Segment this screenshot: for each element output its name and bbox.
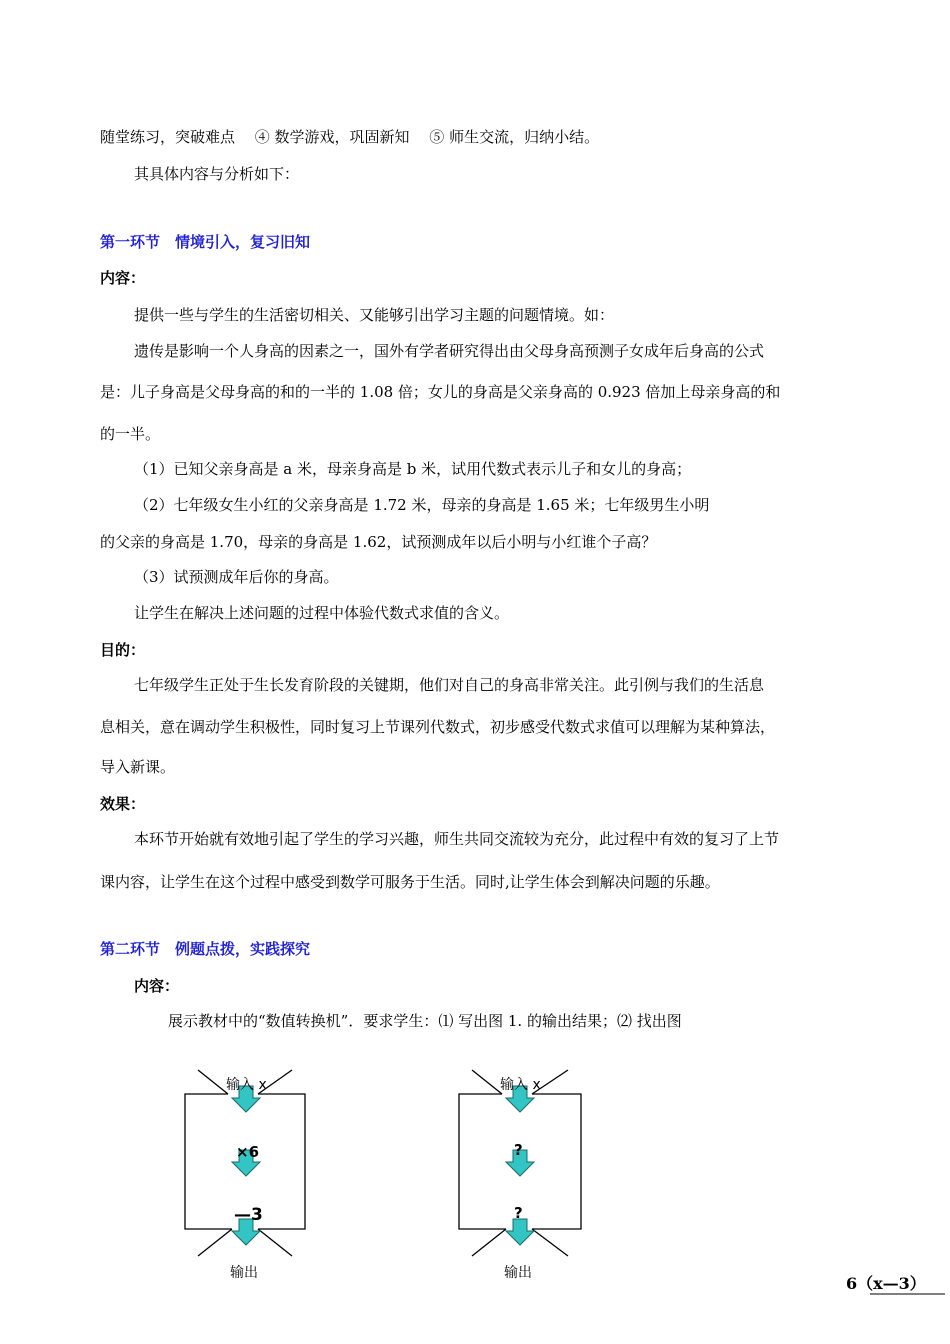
section2-title: 第二环节 例题点拨，实践探究 bbox=[100, 940, 311, 958]
question-2-line-1: （2）七年级女生小红的父亲身高是 1.72 米，母亲的身高是 1.65 米；七年级男生小明 bbox=[134, 496, 710, 514]
right-output-label: 输出 bbox=[504, 1265, 532, 1281]
question-2-line-2: 的父亲的身高是 1.70，母亲的身高是 1.62，试预测成年以后小明与小红谁个子高？ bbox=[100, 533, 657, 551]
effect-label: 效果： bbox=[100, 795, 146, 813]
right-op-1: ? bbox=[514, 1141, 523, 1159]
section1-title: 第一环节 情境引入，复习旧知 bbox=[100, 233, 311, 251]
section2-content-label: 内容： bbox=[134, 977, 180, 995]
section1-paragraph-2-line-3: 的一半。 bbox=[100, 425, 161, 443]
effect-line-2: 课内容，让学生在这个过程中感受到数学可服务于生活。同时,让学生体会到解决问题的乐趣。 bbox=[100, 873, 720, 891]
section2-paragraph-1: 展示教材中的“数值转换机”．要求学生：⑴ 写出图 1. 的输出结果；⑵ 找出图 bbox=[168, 1012, 682, 1030]
left-input-label: 输入 x bbox=[226, 1077, 267, 1093]
purpose-line-1: 七年级学生正处于生长发育阶段的关键期，他们对自己的身高非常关注。此引例与我们的生活息 bbox=[134, 676, 765, 694]
section1-paragraph-1: 提供一些与学生的生活密切相关、又能够引出学习主题的问题情境。如： bbox=[134, 306, 615, 324]
question-3: （3）试预测成年后你的身高。 bbox=[134, 568, 339, 586]
arrow-down-icon bbox=[506, 1219, 534, 1245]
purpose-line-3: 导入新课。 bbox=[100, 758, 176, 776]
question-1: （1）已知父亲身高是 a 米，母亲身高是 b 米，试用代数式表示儿子和女儿的身高； bbox=[134, 460, 692, 478]
left-output-label: 输出 bbox=[230, 1265, 258, 1281]
section1-paragraph-3: 让学生在解决上述问题的过程中体验代数式求值的含义。 bbox=[134, 604, 510, 622]
purpose-line-2: 息相关，意在调动学生积极性，同时复习上节课列代数式，初步感受代数式求值可以理解为某种算法， bbox=[100, 718, 776, 736]
purpose-label: 目的： bbox=[100, 641, 146, 659]
right-input-label: 输入 x bbox=[500, 1077, 541, 1093]
intro-line-1: 随堂练习，突破难点 ④ 数学游戏，巩固新知 ⑤ 师生交流，归纳小结。 bbox=[100, 128, 600, 146]
left-op-2: —3 bbox=[234, 1205, 263, 1225]
effect-line-1: 本环节开始就有效地引起了学生的学习兴趣，师生共同交流较为充分，此过程中有效的复习了上节 bbox=[134, 830, 780, 848]
left-op-1: ×6 bbox=[236, 1143, 260, 1161]
answer-expression: 6（x—3） bbox=[846, 1274, 926, 1293]
section1-paragraph-2-line-2: 是：儿子身高是父母身高的和的一半的 1.08 倍；女儿的身高是父亲身高的 0.923 倍加上母亲身高的和 bbox=[100, 383, 781, 401]
intro-line-2: 其具体内容与分析如下： bbox=[134, 165, 300, 183]
section1-paragraph-2-line-1: 遗传是影响一个人身高的因素之一，国外有学者研究得出由父母身高预测子女成年后身高的公式 bbox=[134, 342, 765, 360]
section1-content-label: 内容： bbox=[100, 269, 146, 287]
right-op-2: ? bbox=[514, 1204, 523, 1222]
